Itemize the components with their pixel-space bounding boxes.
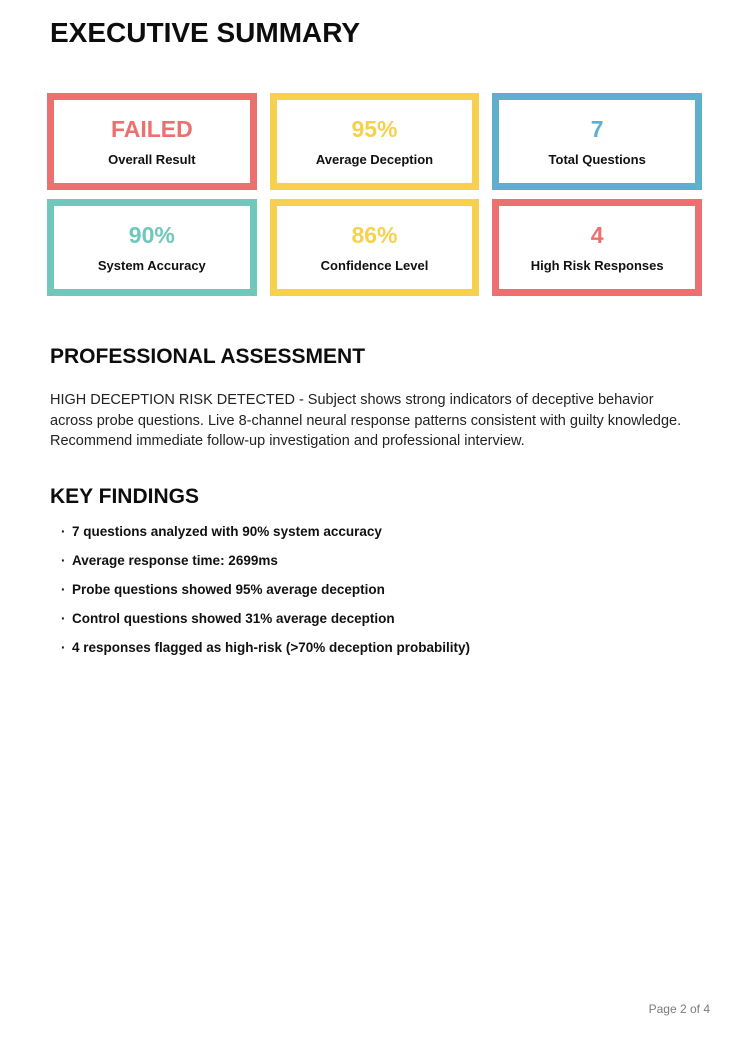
stat-card-system-accuracy: [47, 199, 257, 296]
bullet-icon: ·: [61, 523, 66, 539]
bullet-icon: ·: [61, 581, 66, 597]
summary-stat-grid: [47, 93, 702, 296]
stat-card-average-deception: [270, 93, 480, 190]
stat-label-average-deception: Average Deception: [315, 151, 434, 167]
page-title: EXECUTIVE SUMMARY: [50, 17, 361, 48]
finding-item: [61, 610, 698, 627]
stat-label-overall-result: Overall Result: [108, 151, 196, 167]
stat-card-high-risk-responses: [492, 199, 702, 296]
assessment-body: HIGH DECEPTION RISK DETECTED - Subject shows strong indicators of deceptive behavior across probe questions. Live 8-channel neural response patterns consistent with guilty knowledge. Recommend immediate follow-up investigation and professional interview.: [50, 392, 682, 449]
stat-card-overall-result: [47, 93, 257, 190]
key-findings-heading: KEY FINDINGS: [50, 484, 199, 508]
finding-text: Average response time: 2699ms: [72, 552, 278, 568]
assessment-heading: PROFESSIONAL ASSESSMENT: [50, 345, 366, 368]
stat-label-total-questions: Total Questions: [548, 151, 646, 167]
stat-card-total-questions: [492, 93, 702, 190]
finding-text: Control questions showed 31% average deception: [72, 610, 395, 626]
stat-card-confidence-level: [270, 199, 480, 296]
finding-item: [61, 581, 698, 598]
finding-text: Probe questions showed 95% average deception: [72, 581, 385, 597]
stat-value-total-questions: 7: [590, 115, 604, 142]
finding-item: [61, 523, 698, 540]
page-number: Page 2 of 4: [648, 1002, 710, 1016]
stat-label-confidence-level: Confidence Level: [320, 257, 429, 273]
key-findings-list: [61, 523, 698, 656]
stat-label-system-accuracy: System Accuracy: [97, 257, 206, 273]
stat-label-high-risk-responses: High Risk Responses: [530, 257, 664, 273]
finding-item: [61, 552, 698, 569]
finding-text: 7 questions analyzed with 90% system accuracy: [72, 523, 382, 539]
stat-value-average-deception: 95%: [351, 115, 398, 142]
stat-value-confidence-level: 86%: [351, 221, 398, 248]
bullet-icon: ·: [61, 552, 66, 568]
bullet-icon: ·: [61, 639, 66, 655]
finding-text: 4 responses flagged as high-risk (>70% deception probability): [72, 639, 470, 655]
stat-value-overall-result: FAILED: [110, 115, 193, 142]
stat-value-high-risk-responses: 4: [590, 221, 604, 248]
bullet-icon: ·: [61, 610, 66, 626]
finding-item: [61, 639, 698, 656]
stat-value-system-accuracy: 90%: [128, 221, 175, 248]
